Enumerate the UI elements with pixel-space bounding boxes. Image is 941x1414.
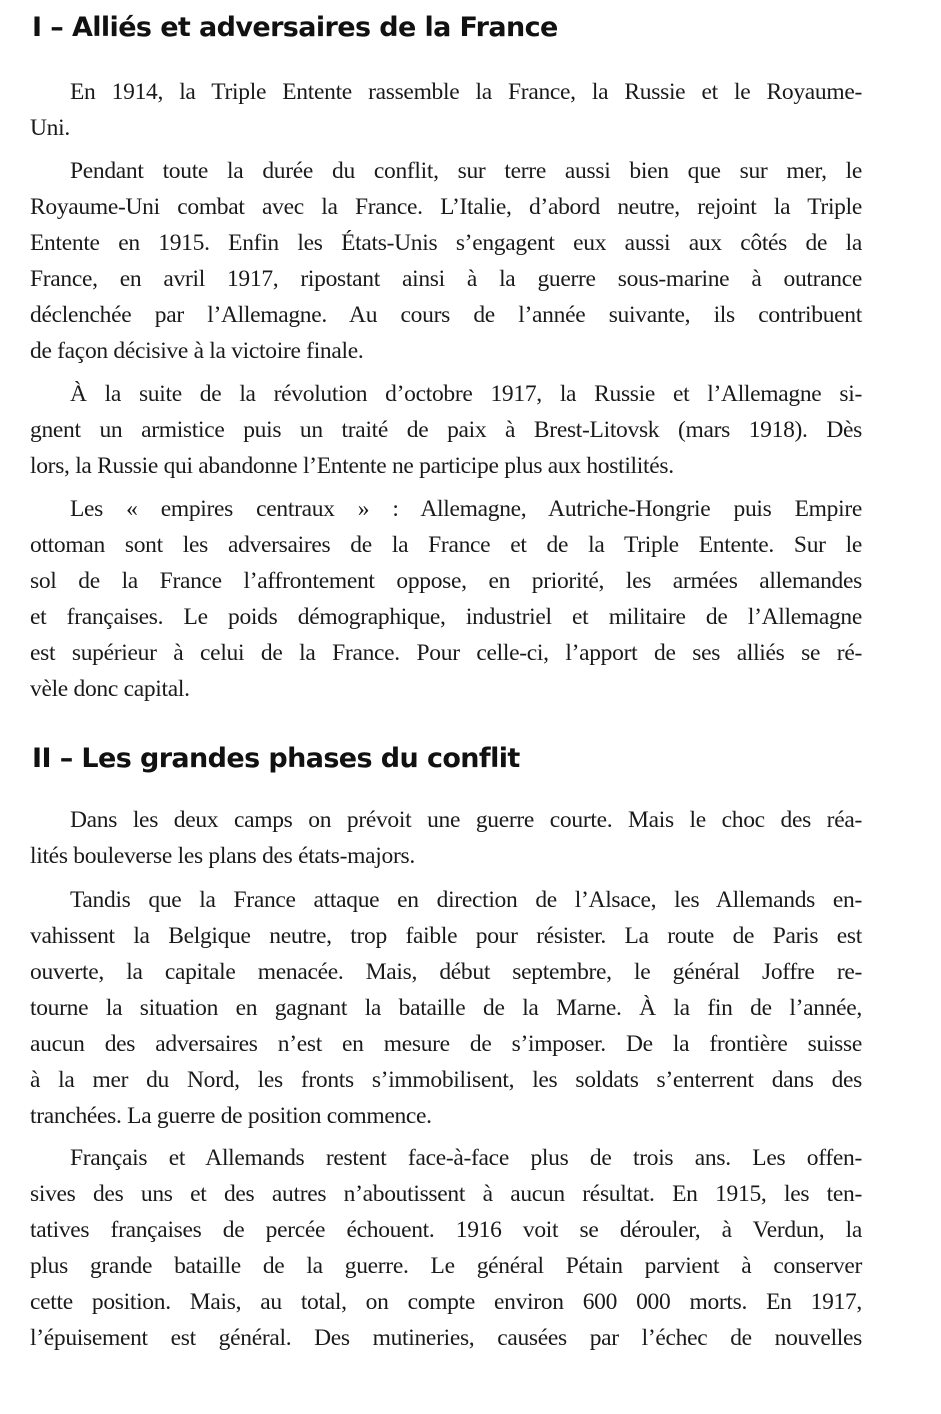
paragraph-marne — [30, 882, 862, 1134]
text-line: plus grande bataille de la guerre. Le général Pétain parvient à conserver — [30, 1253, 862, 1279]
text-line: gnent un armistice puis un traité de paix à Brest-Litovsk (mars 1918). Dès — [30, 417, 862, 443]
section-heading-2: II – Les grandes phases du conflit — [32, 743, 520, 774]
text-line: Tandis que la France attaque en direction de l’Alsace, les Allemands en- — [70, 887, 862, 913]
text-line: ottoman sont les adversaires de la France et de la Triple Entente. Sur le — [30, 532, 862, 558]
text-line: Français et Allemands restent face-à-face plus de trois ans. Les offen- — [70, 1145, 862, 1171]
paragraph-russia — [30, 376, 862, 484]
text-line: vèle donc capital. — [30, 676, 190, 702]
paragraph-central-empires — [30, 491, 862, 707]
text-line: Les « empires centraux » : Allemagne, Autriche-Hongrie puis Empire — [70, 496, 862, 522]
text-line: tourne la situation en gagnant la bataille de la Marne. À la fin de l’année, — [30, 995, 862, 1021]
section-heading-1: I – Alliés et adversaires de la France — [32, 12, 558, 43]
text-line: vahissent la Belgique neutre, trop faible pour résister. La route de Paris est — [30, 923, 862, 949]
text-line: France, en avril 1917, ripostant ainsi à la guerre sous-marine à outrance — [30, 266, 862, 292]
text-line: tatives françaises de percée échouent. 1916 voit se dérouler, à Verdun, la — [30, 1217, 862, 1243]
text-line: tranchées. La guerre de position commence. — [30, 1103, 432, 1129]
text-line: de façon décisive à la victoire finale. — [30, 338, 364, 364]
text-line: déclenchée par l’Allemagne. Au cours de l’année suivante, ils contribuent — [30, 302, 862, 328]
text-line: est supérieur à celui de la France. Pour celle-ci, l’apport de ses alliés se ré- — [30, 640, 862, 666]
paragraph-short-war — [30, 802, 862, 874]
text-line: sives des uns et des autres n’aboutissent à aucun résultat. En 1915, les ten- — [30, 1181, 862, 1207]
text-line: Pendant toute la durée du conflit, sur terre aussi bien que sur mer, le — [70, 158, 862, 184]
text-line: l’épuisement est général. Des mutineries, causées par l’échec de nouvelles — [30, 1325, 862, 1351]
text-line: ouverte, la capitale menacée. Mais, début septembre, le général Joffre re- — [30, 959, 862, 985]
text-line: cette position. Mais, au total, on compte environ 600 000 morts. En 1917, — [30, 1289, 862, 1315]
text-line: À la suite de la révolution d’octobre 1917, la Russie et l’Allemagne si- — [70, 381, 862, 407]
text-line: et françaises. Le poids démographique, industriel et militaire de l’Allemagne — [30, 604, 862, 630]
text-line: à la mer du Nord, les fronts s’immobilisent, les soldats s’enterrent dans des — [30, 1067, 862, 1093]
paragraph-triple-entente — [30, 74, 862, 146]
text-line: Entente en 1915. Enfin les États-Unis s’engagent eux aussi aux côtés de la — [30, 230, 862, 256]
text-line: En 1914, la Triple Entente rassemble la France, la Russie et le Royaume- — [70, 79, 862, 105]
text-line: Uni. — [30, 115, 70, 141]
text-line: lors, la Russie qui abandonne l’Entente ne participe plus aux hostilités. — [30, 453, 674, 479]
text-line: sol de la France l’affrontement oppose, en priorité, les armées allemandes — [30, 568, 862, 594]
text-line: Royaume-Uni combat avec la France. L’Italie, d’abord neutre, rejoint la Triple — [30, 194, 862, 220]
text-line: aucun des adversaires n’est en mesure de s’imposer. De la frontière suisse — [30, 1031, 862, 1057]
paragraph-verdun — [30, 1140, 862, 1356]
text-line: Dans les deux camps on prévoit une guerre courte. Mais le choc des réa- — [70, 807, 862, 833]
text-line: lités bouleverse les plans des états-majors. — [30, 843, 415, 869]
paragraph-allies — [30, 153, 862, 369]
